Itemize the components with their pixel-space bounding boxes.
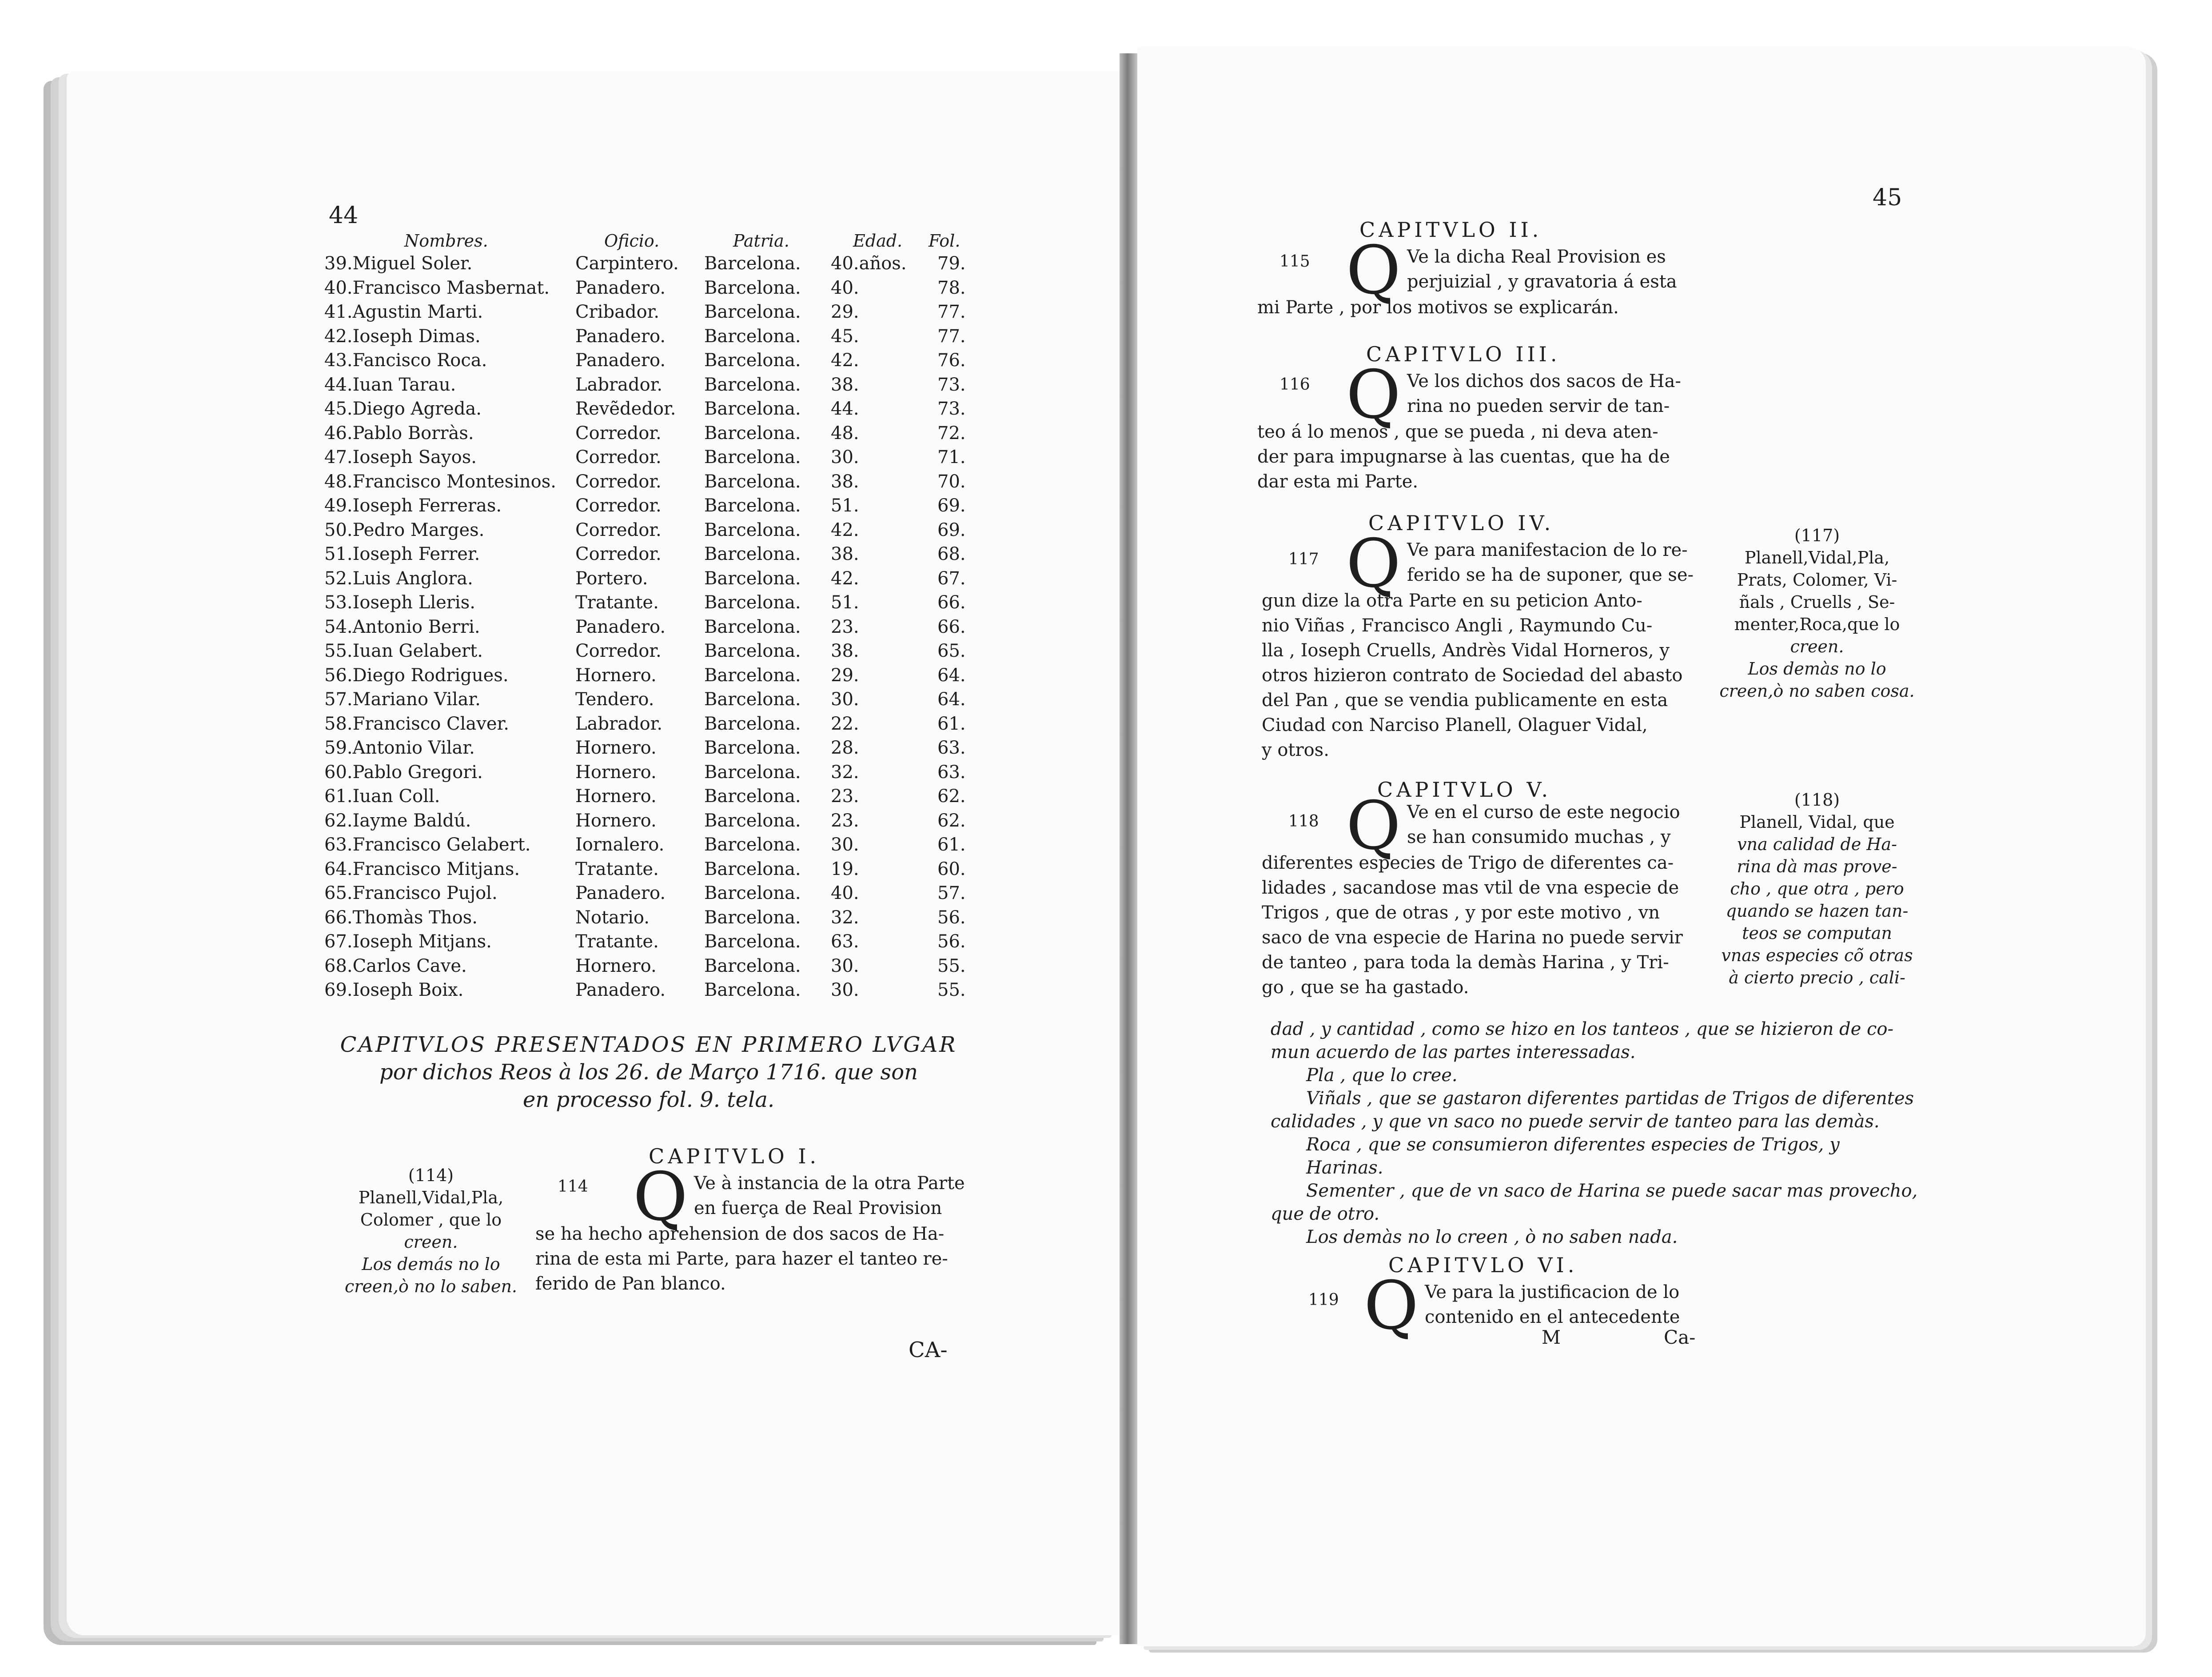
note-line: Planell, Vidal, que <box>1739 812 1895 832</box>
cell-oficio: Hornero. <box>575 955 657 976</box>
cell-name: 42.Ioseph Dimas. <box>324 326 481 347</box>
cell-fol: 55. <box>937 955 966 976</box>
cell-name: 58.Francisco Claver. <box>324 713 509 734</box>
text-line: diferentes especies de Trigo de diferentes ca- <box>1262 853 1674 873</box>
cell-patria: Barcelona. <box>704 762 801 783</box>
cell-name: 69.Ioseph Boix. <box>324 980 464 1000</box>
cell-edad: 63. <box>831 931 859 952</box>
cell-oficio: Tratante. <box>575 931 659 952</box>
cell-patria: Barcelona. <box>704 931 801 952</box>
cell-fol: 63. <box>937 762 966 783</box>
cap3-number: 116 <box>1279 375 1310 394</box>
text-line: se han consumido muchas , y <box>1407 827 1671 847</box>
section-title-line: por dichos Reos à los 26. de Março 1716. que son <box>379 1060 918 1085</box>
cell-fol: 73. <box>937 374 966 395</box>
cell-oficio: Notario. <box>575 907 650 928</box>
note-line: Planell,Vidal,Pla, <box>358 1188 504 1207</box>
cell-name: 63.Francisco Gelabert. <box>324 835 531 855</box>
cell-edad: 29. <box>831 302 859 322</box>
cell-patria: Barcelona. <box>704 665 801 686</box>
cell-name: 48.Francisco Montesinos. <box>324 471 556 492</box>
note-line: Los demás no lo <box>362 1254 500 1274</box>
note-ref: (117) <box>1794 526 1840 545</box>
cap6-heading: CAPITVLO VI. <box>1388 1253 1578 1277</box>
section-title-line: CAPITVLOS PRESENTADOS EN PRIMERO LVGAR <box>340 1032 957 1057</box>
drop-cap: Q <box>1364 1267 1419 1345</box>
text-line: perjuizial , y gravatoria á esta <box>1407 272 1677 292</box>
cell-name: 47.Ioseph Sayos. <box>324 447 477 467</box>
cap5-heading: CAPITVLO V. <box>1377 778 1552 802</box>
page-number-left: 44 <box>329 202 359 229</box>
cell-edad: 42. <box>831 519 859 540</box>
cap2-body <box>1257 232 1695 320</box>
cell-oficio: Tratante. <box>575 592 659 613</box>
cell-oficio: Hornero. <box>575 738 657 758</box>
cell-name: 52.Luis Anglora. <box>324 568 473 589</box>
cell-patria: Barcelona. <box>704 302 801 322</box>
cell-edad: 32. <box>831 907 859 928</box>
cap5-number: 118 <box>1288 812 1319 831</box>
cell-fol: 55. <box>937 980 966 1000</box>
cell-fol: 72. <box>937 423 966 443</box>
cell-edad: 40. <box>831 883 859 903</box>
cell-fol: 69. <box>937 495 966 516</box>
cap2-number: 115 <box>1279 252 1310 271</box>
cell-oficio: Panadero. <box>575 980 666 1000</box>
text-line: saco de vna especie de Harina no puede servir <box>1262 927 1683 948</box>
note-ref: (114) <box>408 1166 454 1185</box>
text-line: contenido en el antecedente <box>1424 1307 1680 1327</box>
cell-oficio: Corredor. <box>575 641 662 661</box>
note-line: creen. <box>404 1232 458 1252</box>
text-line: lidades , sacandose mas vtil de vna especie de <box>1262 878 1679 898</box>
cell-edad: 30. <box>831 835 859 855</box>
text-line: que de otro. <box>1271 1204 1380 1224</box>
drop-cap: Q <box>1346 356 1401 434</box>
cap1-heading: CAPITVLO I. <box>649 1144 820 1168</box>
text-line: Pla , que lo cree. <box>1306 1065 1458 1086</box>
cell-patria: Barcelona. <box>704 786 801 807</box>
cell-fol: 64. <box>937 665 966 686</box>
cell-patria: Barcelona. <box>704 471 801 492</box>
cell-patria: Barcelona. <box>704 955 801 976</box>
cell-edad: 30. <box>831 447 859 467</box>
cell-name: 67.Ioseph Mitjans. <box>324 931 492 952</box>
cell-patria: Barcelona. <box>704 616 801 637</box>
text-line: y otros. <box>1262 740 1329 760</box>
cell-oficio: Corredor. <box>575 495 662 516</box>
text-line: Viñals , que se gastaron diferentes partidas de Trigos de diferentes <box>1306 1088 1914 1109</box>
header-edad: Edad. <box>853 231 903 251</box>
text-line: go , que se ha gastado. <box>1262 977 1469 998</box>
book-gutter <box>1120 53 1137 1644</box>
note-line: menter,Roca,que lo <box>1734 615 1900 634</box>
text-line: ferido se ha de suponer, que se- <box>1407 565 1694 585</box>
header-patria: Patria. <box>733 231 789 251</box>
cap2-heading: CAPITVLO II. <box>1359 218 1542 242</box>
cap6-number: 119 <box>1308 1291 1339 1309</box>
cell-patria: Barcelona. <box>704 689 801 710</box>
cell-name: 40.Francisco Masbernat. <box>324 277 550 298</box>
cell-name: 64.Francisco Mitjans. <box>324 858 520 879</box>
cell-oficio: Corredor. <box>575 544 662 564</box>
cell-fol: 61. <box>937 713 966 734</box>
cell-oficio: Panadero. <box>575 883 666 903</box>
cell-patria: Barcelona. <box>704 495 801 516</box>
marginal-note-114 <box>338 1164 524 1298</box>
cell-patria: Barcelona. <box>704 835 801 855</box>
cell-edad: 45. <box>831 326 859 347</box>
marginal-note-118 <box>1710 789 1924 989</box>
text-line: Ve para la justificacion de lo <box>1424 1282 1680 1302</box>
cell-oficio: Panadero. <box>575 326 666 347</box>
cell-patria: Barcelona. <box>704 883 801 903</box>
cell-name: 44.Iuan Tarau. <box>324 374 456 395</box>
cell-edad: 29. <box>831 665 859 686</box>
text-line: gun dize la otra Parte en su peticion Anto- <box>1262 591 1642 611</box>
text-line: Ve los dichos dos sacos de Ha- <box>1407 371 1681 391</box>
cell-patria: Barcelona. <box>704 350 801 371</box>
text-line: Ve en el curso de este negocio <box>1407 802 1680 823</box>
cell-edad: 40.años. <box>831 253 907 274</box>
note-line: creen,ò no saben cosa. <box>1719 681 1915 701</box>
cell-edad: 42. <box>831 568 859 589</box>
header-names: Nombres. <box>404 231 488 251</box>
text-line: nio Viñas , Francisco Angli , Raymundo Cu- <box>1262 615 1653 636</box>
note-line: teos se computan <box>1742 923 1892 943</box>
cell-oficio: Portero. <box>575 568 648 589</box>
text-line: en fuerça de Real Provision <box>693 1198 942 1218</box>
cell-oficio: Labrador. <box>575 374 663 395</box>
text-line: Ve la dicha Real Provision es <box>1407 247 1666 267</box>
text-line: se ha hecho aprehension de dos sacos de Ha- <box>535 1224 945 1244</box>
section-title <box>320 1031 977 1114</box>
cell-patria: Barcelona. <box>704 907 801 928</box>
cell-oficio: Tratante. <box>575 858 659 879</box>
note-line: creen. <box>1790 637 1844 656</box>
cell-fol: 73. <box>937 399 966 419</box>
cell-fol: 64. <box>937 689 966 710</box>
text-line: del Pan , que se vendia publicamente en esta <box>1262 690 1668 711</box>
drop-cap: Q <box>1346 525 1401 603</box>
cell-fol: 56. <box>937 907 966 928</box>
cell-oficio: Corredor. <box>575 447 662 467</box>
cell-oficio: Carpintero. <box>575 253 679 274</box>
cell-name: 50.Pedro Marges. <box>324 519 485 540</box>
cell-fol: 69. <box>937 519 966 540</box>
cell-name: 49.Ioseph Ferreras. <box>324 495 502 516</box>
note-line: Los demàs no lo <box>1748 659 1886 679</box>
cell-oficio: Hornero. <box>575 810 657 831</box>
catchword-right: Ca- <box>1664 1326 1696 1348</box>
cell-fol: 63. <box>937 738 966 758</box>
cell-edad: 42. <box>831 350 859 371</box>
cell-fol: 66. <box>937 592 966 613</box>
cell-fol: 60. <box>937 858 966 879</box>
cell-fol: 77. <box>937 302 966 322</box>
note-line: Prats, Colomer, Vi- <box>1737 570 1897 590</box>
cell-patria: Barcelona. <box>704 592 801 613</box>
cell-oficio: Hornero. <box>575 665 657 686</box>
cell-edad: 23. <box>831 786 859 807</box>
cell-name: 62.Iayme Baldú. <box>324 810 471 831</box>
header-oficio: Oficio. <box>604 231 660 251</box>
cell-fol: 77. <box>937 326 966 347</box>
text-line: mi Parte , por los motivos se explicarán. <box>1257 297 1619 318</box>
cell-patria: Barcelona. <box>704 858 801 879</box>
text-line: de tanteo , para toda la demàs Harina , y Tri- <box>1262 952 1669 973</box>
cell-oficio: Corredor. <box>575 519 662 540</box>
cell-patria: Barcelona. <box>704 326 801 347</box>
text-line: dad , y cantidad , como se hizo en los tanteos , que se hizieron de co- <box>1271 1019 1894 1039</box>
cell-name: 45.Diego Agreda. <box>324 399 482 419</box>
catchword-left: CA- <box>909 1338 948 1362</box>
cell-edad: 19. <box>831 858 859 879</box>
text-line: lla , Ioseph Cruells, Andrès Vidal Horneros, y <box>1262 640 1670 661</box>
cap6-body <box>1279 1267 1715 1345</box>
cell-patria: Barcelona. <box>704 641 801 661</box>
cell-name: 39.Miguel Soler. <box>324 253 473 274</box>
cell-fol: 71. <box>937 447 966 467</box>
note-line: vna calidad de Ha- <box>1737 835 1897 854</box>
cell-edad: 38. <box>831 544 859 564</box>
section-title-line: en processo fol. 9. tela. <box>522 1087 775 1112</box>
cell-oficio: Panadero. <box>575 277 666 298</box>
cell-oficio: Revẽdedor. <box>575 399 676 419</box>
cell-name: 68.Carlos Cave. <box>324 955 467 976</box>
text-line: Ciudad con Narciso Planell, Olaguer Vidal, <box>1262 715 1648 735</box>
cell-edad: 28. <box>831 738 859 758</box>
cell-edad: 40. <box>831 277 859 298</box>
cell-fol: 70. <box>937 471 966 492</box>
note-line: creen,ò no lo saben. <box>345 1277 517 1296</box>
cell-name: 57.Mariano Vilar. <box>324 689 481 710</box>
cell-edad: 23. <box>831 810 859 831</box>
drop-cap: Q <box>1346 232 1401 309</box>
cell-oficio: Iornalero. <box>575 835 665 855</box>
cell-name: 53.Ioseph Lleris. <box>324 592 475 613</box>
cell-name: 46.Pablo Borràs. <box>324 423 474 443</box>
note-ref: (118) <box>1794 790 1840 810</box>
cell-patria: Barcelona. <box>704 447 801 467</box>
cell-patria: Barcelona. <box>704 738 801 758</box>
cell-edad: 23. <box>831 616 859 637</box>
cell-fol: 56. <box>937 931 966 952</box>
cell-oficio: Corredor. <box>575 471 662 492</box>
cell-edad: 38. <box>831 471 859 492</box>
text-line: teo á lo menos , que se pueda , ni deva aten- <box>1257 422 1658 442</box>
cap1-number: 114 <box>558 1178 588 1196</box>
cell-fol: 57. <box>937 883 966 903</box>
cell-edad: 38. <box>831 374 859 395</box>
cell-edad: 30. <box>831 980 859 1000</box>
cell-oficio: Panadero. <box>575 616 666 637</box>
note-line: vnas especies cõ otras <box>1721 946 1913 965</box>
cell-name: 60.Pablo Gregori. <box>324 762 483 783</box>
cell-patria: Barcelona. <box>704 810 801 831</box>
cell-patria: Barcelona. <box>704 568 801 589</box>
header-fol: Fol. <box>929 231 961 251</box>
cell-oficio: Hornero. <box>575 786 657 807</box>
cell-name: 41.Agustin Marti. <box>324 302 483 322</box>
cell-patria: Barcelona. <box>704 519 801 540</box>
cell-name: 51.Ioseph Ferrer. <box>324 544 480 564</box>
text-line: rina no pueden servir de tan- <box>1407 396 1670 416</box>
text-line: Sementer , que de vn saco de Harina se puede sacar mas provecho, <box>1306 1181 1918 1201</box>
cell-oficio: Labrador. <box>575 713 663 734</box>
cell-edad: 44. <box>831 399 859 419</box>
text-line: mun acuerdo de las partes interessadas. <box>1271 1042 1636 1062</box>
cell-patria: Barcelona. <box>704 980 801 1000</box>
cell-edad: 38. <box>831 641 859 661</box>
cell-name: 56.Diego Rodrigues. <box>324 665 509 686</box>
cell-name: 66.Thomàs Thos. <box>324 907 478 928</box>
cell-edad: 22. <box>831 713 859 734</box>
cell-fol: 79. <box>937 253 966 274</box>
cell-oficio: Tendero. <box>575 689 654 710</box>
text-line: ferido de Pan blanco. <box>535 1274 726 1294</box>
text-line: Los demàs no lo creen , ò no saben nada. <box>1306 1227 1678 1247</box>
note-line: rina dà mas prove- <box>1737 857 1897 876</box>
cap3-body <box>1257 356 1695 494</box>
cell-edad: 30. <box>831 955 859 976</box>
cell-edad: 32. <box>831 762 859 783</box>
note-line: quando se hazen tan- <box>1726 901 1909 921</box>
cell-fol: 62. <box>937 810 966 831</box>
roster-table <box>324 253 991 1009</box>
cell-patria: Barcelona. <box>704 253 801 274</box>
cell-edad: 51. <box>831 495 859 516</box>
cell-patria: Barcelona. <box>704 399 801 419</box>
text-line: Ve à instancia de la otra Parte <box>693 1173 965 1194</box>
cell-fol: 66. <box>937 616 966 637</box>
cell-fol: 68. <box>937 544 966 564</box>
page-number-right: 45 <box>1873 184 1902 211</box>
cell-fol: 76. <box>937 350 966 371</box>
cell-oficio: Hornero. <box>575 762 657 783</box>
cell-oficio: Cribador. <box>575 302 660 322</box>
note-line: à cierto precio , cali- <box>1729 968 1905 987</box>
cell-name: 65.Francisco Pujol. <box>324 883 498 903</box>
cell-fol: 61. <box>937 835 966 855</box>
cap3-heading: CAPITVLO III. <box>1366 342 1561 366</box>
note-line: Planell,Vidal,Pla, <box>1744 548 1890 567</box>
text-line: Trigos , que de otras , y por este motivo , vn <box>1262 902 1660 923</box>
note-line: ñals , Cruells , Se- <box>1739 592 1895 612</box>
cap4-heading: CAPITVLO IV. <box>1368 511 1554 535</box>
text-line: calidades , y que vn saco no puede servir de tanteo para las demàs. <box>1271 1111 1880 1132</box>
text-line: Ve para manifestacion de lo re- <box>1407 540 1688 560</box>
cell-edad: 51. <box>831 592 859 613</box>
cell-patria: Barcelona. <box>704 374 801 395</box>
cell-name: 43.Fancisco Roca. <box>324 350 487 371</box>
cap4-body <box>1262 525 1697 763</box>
text-line: dar esta mi Parte. <box>1257 471 1419 492</box>
cell-oficio: Panadero. <box>575 350 666 371</box>
note-continuation <box>1271 1018 1919 1249</box>
cell-oficio: Corredor. <box>575 423 662 443</box>
cell-fol: 65. <box>937 641 966 661</box>
note-line: cho , que otra , pero <box>1730 879 1904 898</box>
cell-patria: Barcelona. <box>704 544 801 564</box>
cell-fol: 67. <box>937 568 966 589</box>
cell-name: 54.Antonio Berri. <box>324 616 480 637</box>
cell-fol: 78. <box>937 277 966 298</box>
cap1-body <box>535 1158 975 1296</box>
text-line: der para impugnarse à las cuentas, que ha de <box>1257 447 1670 467</box>
cell-fol: 62. <box>937 786 966 807</box>
drop-cap: Q <box>1346 787 1401 865</box>
cell-patria: Barcelona. <box>704 713 801 734</box>
cell-name: 55.Iuan Gelabert. <box>324 641 483 661</box>
cell-patria: Barcelona. <box>704 423 801 443</box>
marginal-note-117 <box>1710 524 1924 702</box>
signature-mark: M <box>1542 1326 1561 1348</box>
cell-edad: 48. <box>831 423 859 443</box>
text-line: rina de esta mi Parte, para hazer el tanteo re- <box>535 1249 948 1269</box>
cell-name: 59.Antonio Vilar. <box>324 738 475 758</box>
note-line: Colomer , que lo <box>360 1210 502 1230</box>
cap4-number: 117 <box>1288 550 1319 568</box>
text-line: Roca , que se consumieron diferentes especies de Trigos, y Harinas. <box>1306 1134 1840 1178</box>
cell-edad: 30. <box>831 689 859 710</box>
cell-name: 61.Iuan Coll. <box>324 786 440 807</box>
cell-patria: Barcelona. <box>704 277 801 298</box>
text-line: otros hizieron contrato de Sociedad del abasto <box>1262 665 1683 686</box>
drop-cap: Q <box>633 1158 688 1236</box>
